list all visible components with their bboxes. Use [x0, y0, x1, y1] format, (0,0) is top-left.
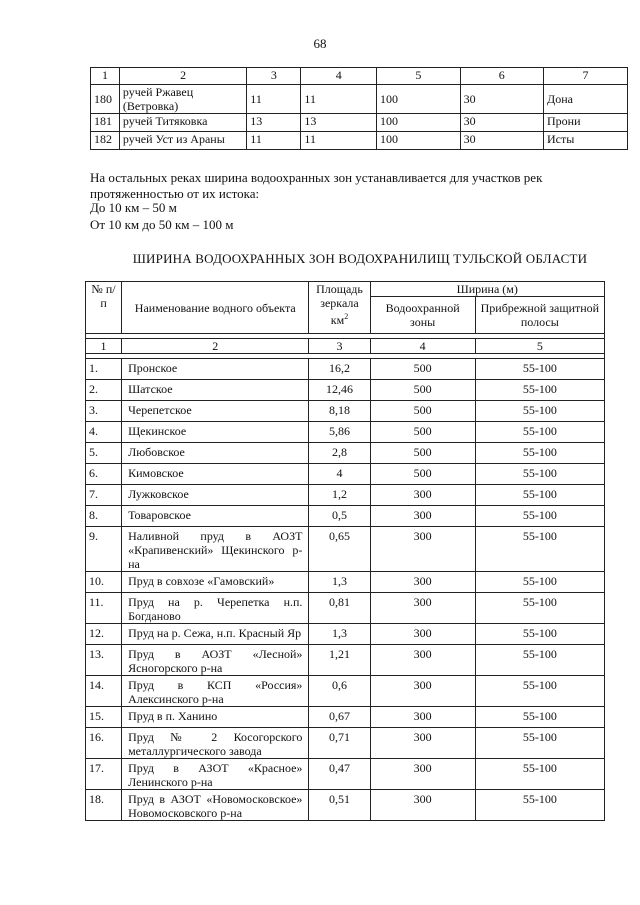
- header-area-label: Площадь зеркала км: [316, 282, 363, 327]
- cell: 13: [301, 114, 377, 132]
- table-row: [86, 790, 605, 821]
- area-value: 4: [309, 464, 370, 485]
- cell: 30: [460, 114, 543, 132]
- coast-strip-width: 55-100: [475, 759, 604, 790]
- table-header-row: [86, 282, 605, 297]
- coast-strip-width: 55-100: [475, 401, 604, 422]
- area-value: 8,18: [309, 401, 370, 422]
- reservoir-name: Шатское: [122, 380, 309, 401]
- area-value: 1,3: [309, 572, 370, 593]
- reservoir-name: Товаровское: [122, 506, 309, 527]
- area-value: 2,8: [309, 443, 370, 464]
- table-row: [86, 380, 605, 401]
- cell: 100: [377, 85, 461, 114]
- area-value: 0,67: [309, 707, 370, 728]
- cell: Исты: [544, 132, 628, 150]
- water-zone-width: 500: [370, 464, 475, 485]
- water-zone-width: 300: [370, 728, 475, 759]
- area-value: 0,6: [309, 676, 370, 707]
- header-cell: 2: [119, 68, 246, 85]
- water-zone-width: 300: [370, 759, 475, 790]
- table-row: [86, 464, 605, 485]
- reservoir-name: Пруд в АОЗТ «Лесной» Ясногорского р-на: [122, 645, 309, 676]
- coast-strip-width: 55-100: [475, 790, 604, 821]
- reservoir-name: Пруд в АЗОТ «Красное» Ленинского р-на: [122, 759, 309, 790]
- row-number: 17.: [86, 759, 122, 790]
- row-number: 5.: [86, 443, 122, 464]
- water-zone-width: 500: [370, 443, 475, 464]
- coast-strip-width: 55-100: [475, 443, 604, 464]
- cell: 11: [301, 85, 377, 114]
- table-row: [86, 593, 605, 624]
- area-value: 5,86: [309, 422, 370, 443]
- header-cell: 5: [377, 68, 461, 85]
- row-number: 3.: [86, 401, 122, 422]
- river-name: ручей Титяковка: [119, 114, 246, 132]
- cell: Дона: [544, 85, 628, 114]
- column-index: 1: [86, 339, 122, 354]
- reservoir-name: Черепетское: [122, 401, 309, 422]
- area-value: 0,5: [309, 506, 370, 527]
- reservoir-name: Любовское: [122, 443, 309, 464]
- coast-strip-width: 55-100: [475, 624, 604, 645]
- reservoir-name: Кимовское: [122, 464, 309, 485]
- cell: 13: [247, 114, 301, 132]
- water-zone-width: 300: [370, 485, 475, 506]
- header-area-sup: 2: [344, 312, 349, 321]
- table-row: [86, 443, 605, 464]
- table-row: [86, 759, 605, 790]
- area-value: 1,21: [309, 645, 370, 676]
- coast-strip-width: 55-100: [475, 464, 604, 485]
- table-row: [86, 645, 605, 676]
- column-index: 2: [122, 339, 309, 354]
- water-zone-width: 300: [370, 707, 475, 728]
- rivers-continuation-table: [90, 67, 628, 150]
- cell: 100: [377, 114, 461, 132]
- row-number: 6.: [86, 464, 122, 485]
- table-row: [91, 132, 628, 150]
- row-number: 14.: [86, 676, 122, 707]
- table-row: [91, 85, 628, 114]
- coast-strip-width: 55-100: [475, 707, 604, 728]
- row-number: 9.: [86, 527, 122, 572]
- coast-strip-width: 55-100: [475, 645, 604, 676]
- reservoir-name: Пруд в п. Ханино: [122, 707, 309, 728]
- page-number: 68: [313, 36, 327, 51]
- area-value: 0,51: [309, 790, 370, 821]
- table-row: [86, 422, 605, 443]
- table-row: [86, 359, 605, 380]
- river-name: ручей Ржавец (Ветровка): [119, 85, 246, 114]
- reservoir-name: Пронское: [122, 359, 309, 380]
- row-number: 1.: [86, 359, 122, 380]
- table-row: [86, 485, 605, 506]
- cell: 100: [377, 132, 461, 150]
- header-cell: 7: [544, 68, 628, 85]
- water-zone-width: 300: [370, 593, 475, 624]
- coast-strip-width: 55-100: [475, 422, 604, 443]
- header-cell: 4: [301, 68, 377, 85]
- reservoirs-table: [85, 281, 605, 821]
- cell: 30: [460, 85, 543, 114]
- table-header-row: [91, 68, 628, 85]
- reservoir-name: Лужковское: [122, 485, 309, 506]
- table-row: [86, 624, 605, 645]
- area-value: 1,2: [309, 485, 370, 506]
- paragraph-other-rivers: На остальных реках ширина водоохранных зон устанавливается для участков рек протяженностью от их истока:: [90, 170, 543, 201]
- area-value: 0,65: [309, 527, 370, 572]
- section-title: ШИРИНА ВОДООХРАННЫХ ЗОН ВОДОХРАНИЛИЩ ТУЛЬСКОЙ ОБЛАСТИ: [132, 251, 588, 266]
- reservoir-name: Щекинское: [122, 422, 309, 443]
- reservoir-name: Пруд № 2 Косогорского металлургического завода: [122, 728, 309, 759]
- header-num: № п/п: [86, 282, 122, 334]
- reservoir-name: Пруд в КСП «Россия» Алексинского р-на: [122, 676, 309, 707]
- header-area: [309, 282, 370, 334]
- row-number: 18.: [86, 790, 122, 821]
- header-cell: 3: [247, 68, 301, 85]
- paragraph-up-to-10km: До 10 км – 50 м: [90, 200, 177, 215]
- table-body: [86, 334, 605, 821]
- row-number: 7.: [86, 485, 122, 506]
- column-index: 3: [309, 339, 370, 354]
- paragraph-10-to-50km: От 10 км до 50 км – 100 м: [90, 217, 234, 232]
- area-value: 16,2: [309, 359, 370, 380]
- coast-strip-width: 55-100: [475, 527, 604, 572]
- header-cell: 1: [91, 68, 120, 85]
- water-zone-width: 300: [370, 506, 475, 527]
- table-row: [86, 506, 605, 527]
- row-number: 13.: [86, 645, 122, 676]
- coast-strip-width: 55-100: [475, 676, 604, 707]
- area-value: 0,81: [309, 593, 370, 624]
- water-zone-width: 500: [370, 401, 475, 422]
- header-name: Наименование водного объекта: [122, 282, 309, 334]
- area-value: 1,3: [309, 624, 370, 645]
- row-number: 4.: [86, 422, 122, 443]
- coast-strip-width: 55-100: [475, 485, 604, 506]
- water-zone-width: 300: [370, 527, 475, 572]
- reservoir-name: Пруд в АЗОТ «Новомосковское» Новомосковского р-на: [122, 790, 309, 821]
- row-number: 11.: [86, 593, 122, 624]
- table-row: [86, 572, 605, 593]
- table-row: [86, 401, 605, 422]
- water-zone-width: 500: [370, 380, 475, 401]
- row-number: 182: [91, 132, 120, 150]
- water-zone-width: 300: [370, 790, 475, 821]
- table-row: [86, 707, 605, 728]
- water-zone-width: 500: [370, 359, 475, 380]
- column-index: 4: [370, 339, 475, 354]
- water-zone-width: 300: [370, 624, 475, 645]
- table-row: [86, 676, 605, 707]
- header-width: Ширина (м): [370, 282, 604, 297]
- water-zone-width: 500: [370, 422, 475, 443]
- column-index: 5: [475, 339, 604, 354]
- area-value: 12,46: [309, 380, 370, 401]
- row-number: 10.: [86, 572, 122, 593]
- area-value: 0,71: [309, 728, 370, 759]
- row-number: 8.: [86, 506, 122, 527]
- reservoir-name: Пруд на р. Черепетка н.п. Богданово: [122, 593, 309, 624]
- coast-strip-width: 55-100: [475, 572, 604, 593]
- river-name: ручей Уст из Араны: [119, 132, 246, 150]
- table-row: [86, 728, 605, 759]
- row-number: 16.: [86, 728, 122, 759]
- reservoir-name: Наливной пруд в АОЗТ «Крапивенский» Щекинского р-на: [122, 527, 309, 572]
- cell: 30: [460, 132, 543, 150]
- reservoir-name: Пруд на р. Сежа, н.п. Красный Яр: [122, 624, 309, 645]
- water-zone-width: 300: [370, 572, 475, 593]
- row-number: 2.: [86, 380, 122, 401]
- coast-strip-width: 55-100: [475, 506, 604, 527]
- row-number: 181: [91, 114, 120, 132]
- row-number: 12.: [86, 624, 122, 645]
- cell: 11: [247, 85, 301, 114]
- cell: 11: [247, 132, 301, 150]
- coast-strip-width: 55-100: [475, 380, 604, 401]
- coast-strip-width: 55-100: [475, 359, 604, 380]
- header-coast-strip: Прибрежной защитной полосы: [475, 297, 604, 334]
- row-number: 15.: [86, 707, 122, 728]
- header-cell: 6: [460, 68, 543, 85]
- water-zone-width: 300: [370, 645, 475, 676]
- table-row: [86, 527, 605, 572]
- coast-strip-width: 55-100: [475, 728, 604, 759]
- reservoir-name: Пруд в совхозе «Гамовский»: [122, 572, 309, 593]
- row-number: 180: [91, 85, 120, 114]
- cell: Прони: [544, 114, 628, 132]
- cell: 11: [301, 132, 377, 150]
- area-value: 0,47: [309, 759, 370, 790]
- column-index-row: [86, 339, 605, 354]
- table-row: [91, 114, 628, 132]
- header-water-zone: Водоохранной зоны: [370, 297, 475, 334]
- coast-strip-width: 55-100: [475, 593, 604, 624]
- water-zone-width: 300: [370, 676, 475, 707]
